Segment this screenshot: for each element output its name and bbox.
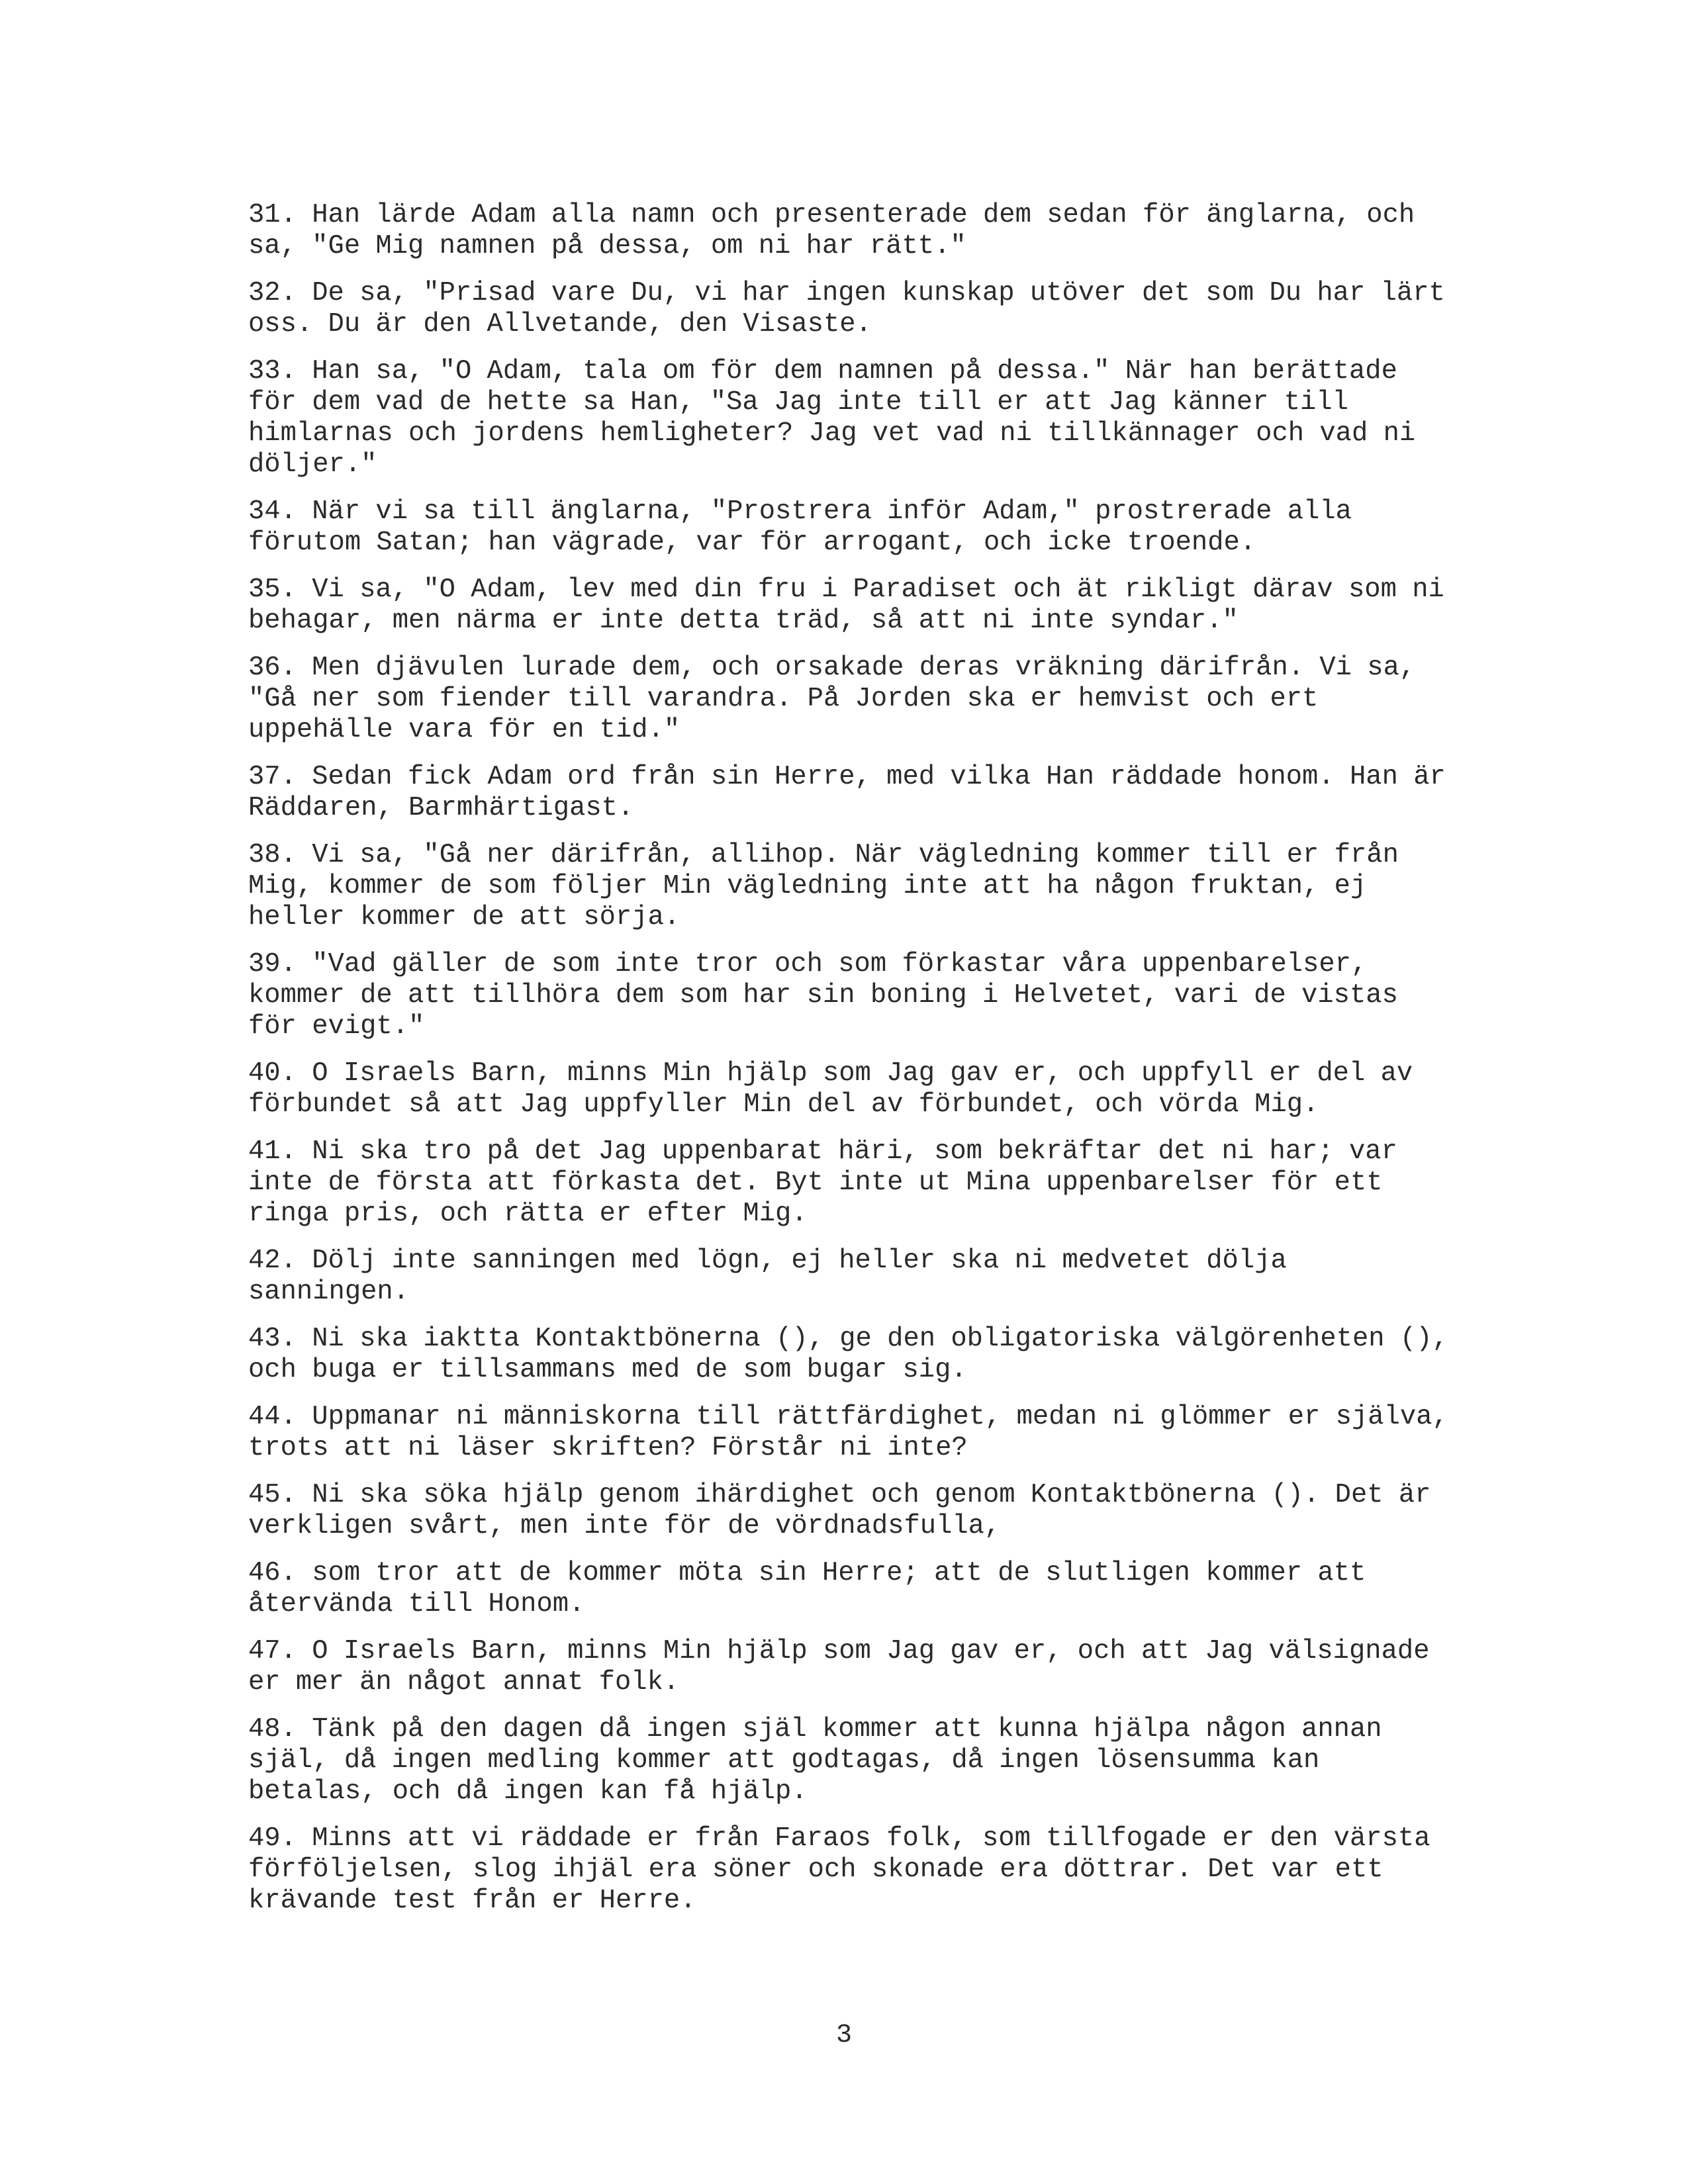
page-body (248, 200, 1453, 1933)
verse-35: 35. Vi sa, "O Adam, lev med din fru i Paradiset och ät rikligt därav som ni behagar, men närma er inte detta träd, så att ni inte syndar." (248, 574, 1444, 636)
verse-46: 46. som tror att de kommer möta sin Herre; att de slutligen kommer att återvända till Honom. (248, 1558, 1366, 1619)
verse-36: 36. Men djävulen lurade dem, och orsakade deras vräkning därifrån. Vi sa, "Gå ner som fiender till varandra. På Jorden ska er hemvist och ert uppehälle vara för en tid." (248, 653, 1416, 745)
verse-47: 47. O Israels Barn, minns Min hjälp som Jag gav er, och att Jag välsignade er mer än något annat folk. (248, 1636, 1430, 1698)
page-number: 3 (835, 2021, 852, 2050)
verse-41: 41. Ni ska tro på det Jag uppenbarat häri, som bekräftar det ni har; var inte de första att förkasta det. Byt inte ut Mina uppenbarelser för ett ringa pris, och rätta er efter Mig. (248, 1136, 1397, 1229)
verse-38: 38. Vi sa, "Gå ner därifrån, allihop. När vägledning kommer till er från Mig, kommer de som följer Min vägledning inte att ha någon fruktan, ej heller kommer de att sörja. (248, 840, 1399, 933)
verse-45: 45. Ni ska söka hjälp genom ihärdighet och genom Kontaktbönerna (). Det är verkligen svårt, men inte för de vördnadsfulla, (248, 1480, 1431, 1541)
verse-31: 31. Han lärde Adam alla namn och presenterade dem sedan för änglarna, och sa, "Ge Mig namnen på dessa, om ni har rätt." (248, 200, 1415, 261)
verse-43: 43. Ni ska iaktta Kontaktbönerna (), ge den obligatoriska välgörenheten (), och buga er tillsammans med de som bugar sig. (248, 1324, 1448, 1385)
verse-40: 40. O Israels Barn, minns Min hjälp som Jag gav er, och uppfyll er del av förbundet så att Jag uppfyller Min del av förbundet, och vörda Mig. (248, 1058, 1413, 1120)
verse-48: 48. Tänk på den dagen då ingen själ kommer att kunna hjälpa någon annan själ, då ingen medling kommer att godtagas, då ingen lösensumma kan betalas, och då ingen kan få hjälp. (248, 1714, 1382, 1807)
verse-49: 49. Minns att vi räddade er från Faraos folk, som tillfogade er den värsta förföljelsen, slog ihjäl era söner och skonade era döttrar. Det var ett krävande test från er Herre. (248, 1823, 1430, 1916)
verse-32: 32. De sa, "Prisad vare Du, vi har ingen kunskap utöver det som Du har lärt oss. Du är den Allvetande, den Visaste. (248, 278, 1445, 340)
verse-44: 44. Uppmanar ni människorna till rättfärdighet, medan ni glömmer er själva, trots att ni läser skriften? Förstår ni inte? (248, 1402, 1448, 1463)
verse-39: 39. "Vad gäller de som inte tror och som förkastar våra uppenbarelser, kommer de att tillhöra dem som har sin boning i Helvetet, vari de vistas för evigt." (248, 949, 1398, 1042)
verse-33: 33. Han sa, "O Adam, tala om för dem namnen på dessa." När han berättade för dem vad de hette sa Han, "Sa Jag inte till er att Jag känner till himlarnas och jordens hemligheter? Jag vet vad ni tillkännager och vad ni döljer." (248, 356, 1416, 480)
verse-34: 34. När vi sa till änglarna, "Prostrera inför Adam," prostrerade alla förutom Satan; han vägrade, var för arrogant, och icke troende. (248, 496, 1352, 558)
verse-37: 37. Sedan fick Adam ord från sin Herre, med vilka Han räddade honom. Han är Räddaren, Barmhärtigast. (248, 762, 1446, 823)
verse-42: 42. Dölj inte sanningen med lögn, ej heller ska ni medvetet dölja sanningen. (248, 1246, 1287, 1307)
